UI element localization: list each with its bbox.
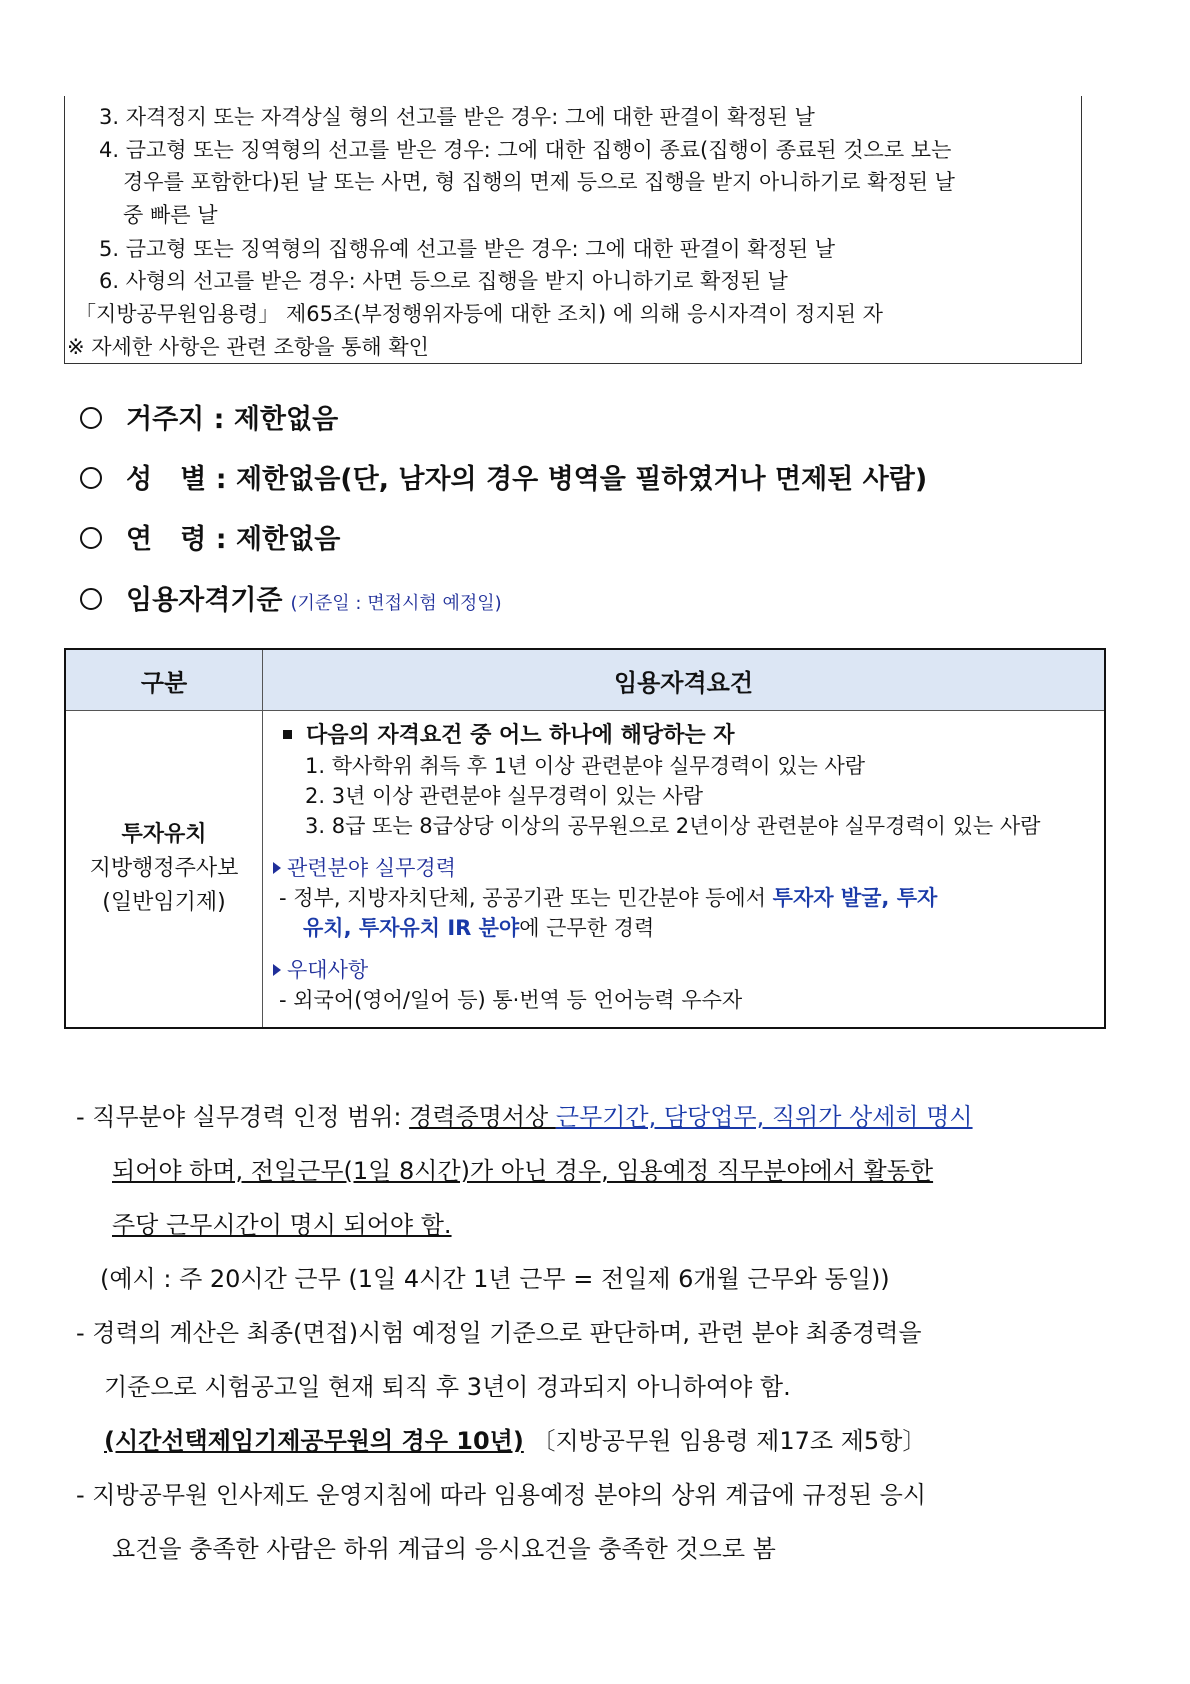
table-header-row (65, 649, 1105, 711)
note-1-line2: 되어야 하며, 전일근무(1일 8시간)가 아닌 경우, 임용예정 직무분야에서 활동한 (112, 1157, 934, 1185)
header-requirements: 임용자격요건 (263, 649, 1106, 711)
note-1: - 직무분야 실무경력 인정 범위: 경력증명서상 근무기간, 담당업무, 직위가 상세히 명시 (76, 1103, 973, 1131)
box-line-decree: 「지방공무원임용령」 제65조(부정행위자등에 대한 조치) 에 의해 응시자격이 정지된 자 (75, 302, 883, 326)
box-line-5: 5. 금고형 또는 징역형의 집행유예 선고를 받은 경우: 그에 대한 판결이 확정된 날 (99, 237, 836, 261)
triangle-bullet-icon (273, 862, 281, 874)
note-2: - 경력의 계산은 최종(면접)시험 예정일 기준으로 판단하며, 관련 분야 최종경력을 (76, 1319, 922, 1347)
table-row (65, 711, 1105, 1029)
preference-text: - 외국어(영어/일어 등) 통·번역 등 언어능력 우수자 (279, 988, 743, 1012)
residence-heading: 거주지 : 제한없음 (80, 397, 338, 436)
note-2-line3: (시간선택제임기제공무원의 경우 10년) 〔지방공무원 임용령 제17조 제5항〕 (104, 1427, 927, 1455)
category-cell (65, 711, 263, 1029)
requirements-cell (263, 711, 1106, 1029)
box-line-4-cont2: 중 빠른 날 (123, 203, 218, 227)
circle-bullet-icon (80, 407, 102, 429)
age-heading: 연 령 : 제한없음 (80, 517, 340, 556)
req-top: 다음의 자격요건 중 어느 하나에 해당하는 자 (271, 721, 1098, 751)
box-line-note: ※ 자세한 사항은 관련 조항을 통해 확인 (67, 335, 429, 359)
note-2-line2: 기준으로 시험공고일 현재 퇴직 후 3년이 경과되지 아니하여야 함. (104, 1373, 791, 1401)
category-type: (일반임기제) (102, 890, 226, 915)
box-line-4-cont: 경우를 포함한다)된 날 또는 사면, 형 집행의 면제 등으로 집행을 받지 아니하기로 확정된 날 (123, 170, 955, 194)
preference-title: 우대사항 (271, 955, 1098, 985)
qualification-table (64, 648, 1106, 1029)
note-3-line2: 요건을 충족한 사람은 하위 계급의 응시요건을 충족한 것으로 봄 (112, 1535, 776, 1563)
circle-bullet-icon (80, 588, 102, 610)
note-1-example: (예시 : 주 20시간 근무 (1일 4시간 1년 근무 = 전일제 6개월 근무와 동일)) (100, 1265, 890, 1293)
experience-title: 관련분야 실무경력 (271, 853, 1098, 883)
box-line-3: 3. 자격정지 또는 자격상실 형의 선고를 받은 경우: 그에 대한 판결이 확정된 날 (99, 105, 815, 129)
box-line-4: 4. 금고형 또는 징역형의 선고를 받은 경우: 그에 대한 집행이 종료(집행이 종료된 것으로 보는 (99, 138, 952, 162)
category-grade: 지방행정주사보 (89, 856, 239, 881)
header-category: 구분 (65, 649, 263, 711)
note-1-line3: 주당 근무시간이 명시 되어야 함. (112, 1211, 452, 1239)
disqualification-box (64, 96, 1082, 364)
notes-section (76, 1090, 1106, 1576)
circle-bullet-icon (80, 527, 102, 549)
circle-bullet-icon (80, 467, 102, 489)
note-3: - 지방공무원 인사제도 운영지침에 따라 임용예정 분야의 상위 계급에 규정된 응시 (76, 1481, 927, 1509)
req-item: 3. 8급 또는 8급상당 이상의 공무원으로 2년이상 관련분야 실무경력이 있는 사람 (305, 814, 1041, 838)
category-title: 투자유치 (121, 822, 207, 847)
req-item: 1. 학사학위 취득 후 1년 이상 관련분야 실무경력이 있는 사람 (305, 754, 866, 778)
req-item: 2. 3년 이상 관련분야 실무경력이 있는 사람 (305, 784, 704, 808)
criteria-heading: 임용자격기준 (기준일 : 면접시험 예정일) (80, 578, 502, 617)
box-line-6: 6. 사형의 선고를 받은 경우: 사면 등으로 집행을 받지 아니하기로 확정된 날 (99, 269, 788, 293)
experience-text: - 정부, 지방자치단체, 공공기관 또는 민간분야 등에서 투자자 발굴, 투자 (279, 886, 938, 910)
experience-text-cont: 유치, 투자유치 IR 분야에 근무한 경력 (303, 916, 655, 940)
triangle-bullet-icon (273, 964, 281, 976)
square-bullet-icon (283, 730, 292, 739)
criteria-note: (기준일 : 면접시험 예정일) (290, 593, 502, 614)
gender-heading: 성 별 : 제한없음(단, 남자의 경우 병역을 필하였거나 면제된 사람) (80, 457, 927, 496)
